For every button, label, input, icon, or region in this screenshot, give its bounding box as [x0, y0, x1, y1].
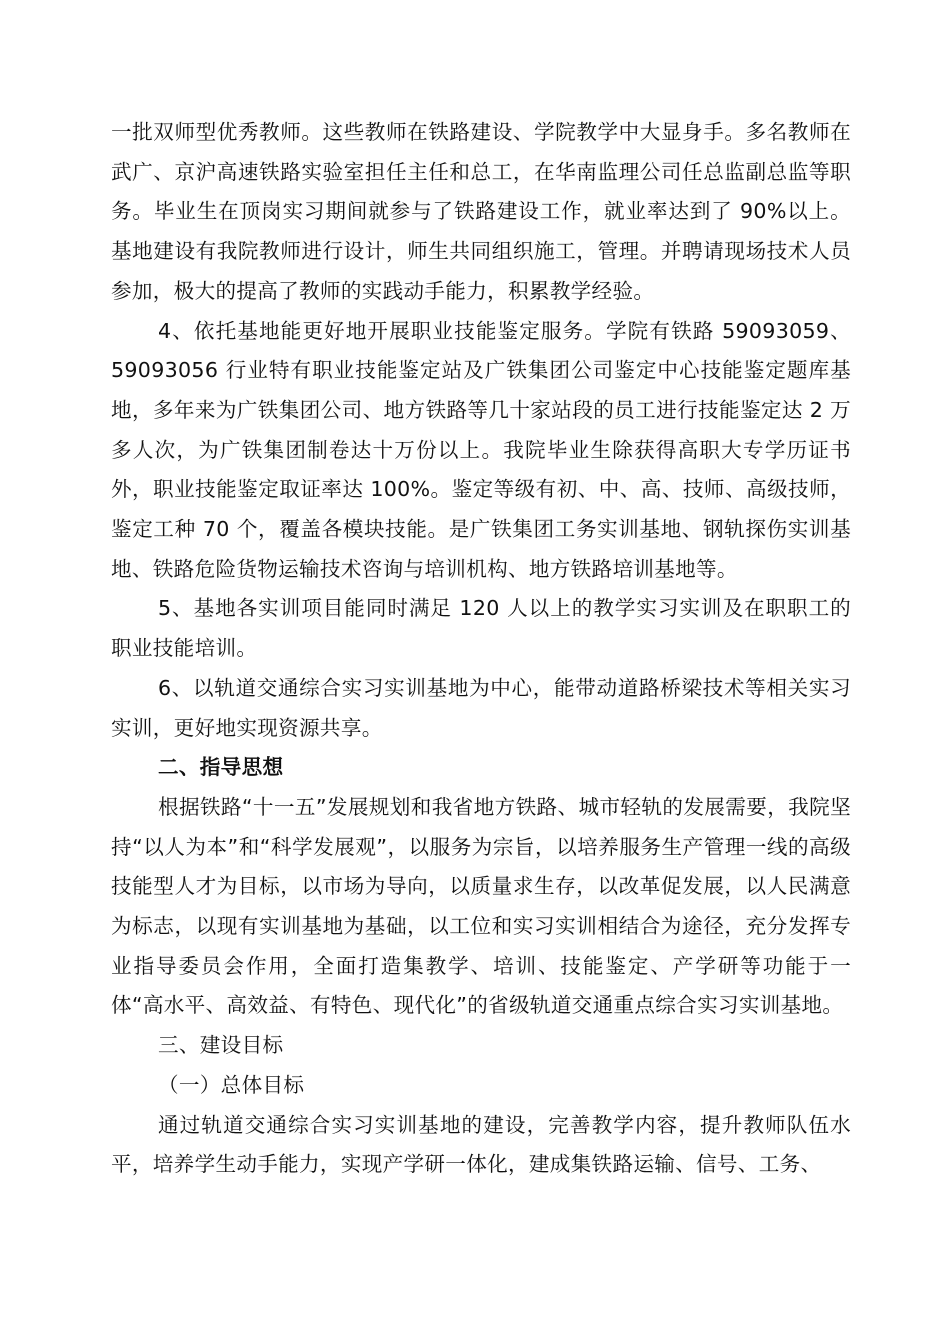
section-heading-construction-goals: 三、建设目标 — [158, 1033, 284, 1058]
paragraph-guiding-ideology: 根据铁路“十一五”发展规划和我省地方铁路、城市轻轨的发展需要，我院坚持“以人为本”和“科学发展观”，以服务为宗旨，以培养服务生产管理一线的高级技能型人才为目标，以市场为导向，以质量求生存，以改革促发展，以人民满意为标志，以现有实训基地为基础，以工位和实习实训相结合为途径，充分发挥专业指导委员会作用，全面打造集教学、培训、技能鉴定、产学研等功能于一体“高水平、高效益、有特色、现代化”的省级轨道交通重点综合实习实训基地。 — [111, 794, 851, 1018]
paragraph-teachers: 一批双师型优秀教师。这些教师在铁路建设、学院教学中大显身手。多名教师在武广、京沪高速铁路实验室担任主任和总工，在华南监理公司任总监副总监等职务。毕业生在顶岗实习期间就参与了铁路建设工作，就业率达到了 90%以上。基地建设有我院教师进行设计，师生共同组织施工，管理。并聘请现场技术人员参加，极大的提高了教师的实践动手能力，积累教学经验。 — [111, 120, 851, 303]
document-body — [111, 113, 851, 1185]
section-heading-guiding-ideology: 二、指导思想 — [158, 755, 284, 780]
paragraph-item-5: 5、基地各实训项目能同时满足 120 人以上的教学实习实训及在职职工的职业技能培训。 — [111, 596, 851, 661]
paragraph-item-4: 4、依托基地能更好地开展职业技能鉴定服务。学院有铁路 59093059、59093056 行业特有职业技能鉴定站及广铁集团公司鉴定中心技能鉴定题库基地，多年来为广铁集团公司、地方铁路等几十家站段的员工进行技能鉴定达 2 万多人次，为广铁集团制卷达十万份以上。我院毕业生除获得高职大专学历证书外，职业技能鉴定取证率达 100%。鉴定等级有初、中、高、技师、高级技师，鉴定工种 70 个，覆盖各模块技能。是广铁集团工务实训基地、钢轨探伤实训基地、铁路危险货物运输技术咨询与培训机构、地方铁路培训基地等。 — [111, 318, 851, 581]
subsection-heading-overall-goals: （一）总体目标 — [158, 1072, 305, 1097]
paragraph-item-6: 6、以轨道交通综合实习实训基地为中心，能带动道路桥梁技术等相关实习实训，更好地实现资源共享。 — [111, 675, 851, 740]
paragraph-overall-goals: 通过轨道交通综合实习实训基地的建设，完善教学内容，提升教师队伍水平，培养学生动手能力，实现产学研一体化，建成集铁路运输、信号、工务、 — [111, 1112, 851, 1177]
